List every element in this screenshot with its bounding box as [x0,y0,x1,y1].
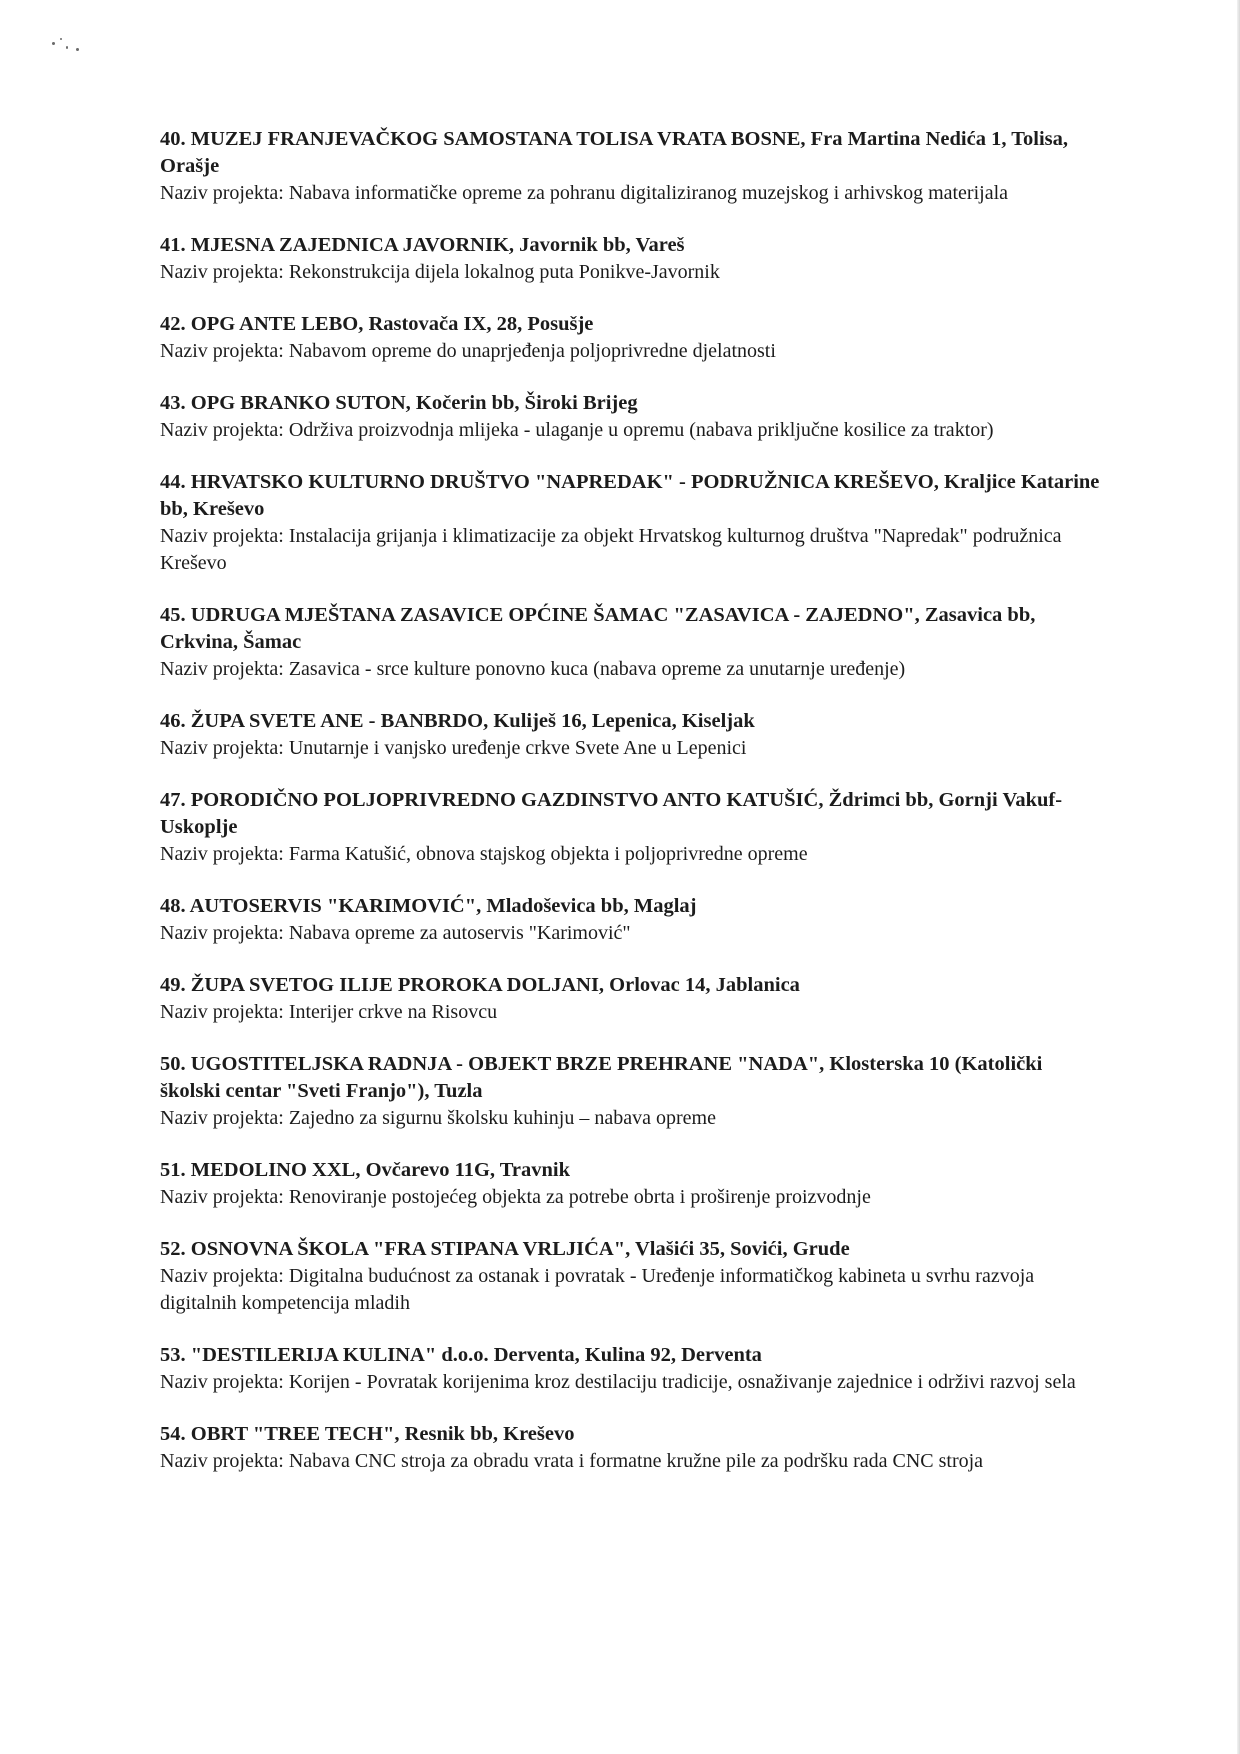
list-item [160,232,1100,286]
entry-title: 40. MUZEJ FRANJEVAČKOG SAMOSTANA TOLISA VRATA BOSNE, Fra Martina Nedića 1, Tolisa, Orašje [160,128,1069,177]
list-item [160,1342,1100,1396]
scan-speck [66,46,68,49]
entry-title: 47. PORODIČNO POLJOPRIVREDNO GAZDINSTVO ANTO KATUŠIĆ, Ždrimci bb, Gornji Vakuf-Uskoplje [160,789,1063,838]
beneficiary-list [160,126,1100,1500]
entry-title: 51. MEDOLINO XXL, Ovčarevo 11G, Travnik [160,1159,571,1181]
list-item [160,126,1100,207]
entry-title: 43. OPG BRANKO SUTON, Kočerin bb, Široki Brijeg [160,392,638,414]
entry-title: 48. AUTOSERVIS "KARIMOVIĆ", Mladoševica bb, Maglaj [160,895,697,917]
entry-project: Naziv projekta: Zasavica - srce kulture ponovno kuca (nabava opreme za unutarnje uređenje) [160,658,906,680]
scan-specks [52,36,92,56]
entry-project: Naziv projekta: Nabava informatičke opreme za pohranu digitaliziranog muzejskog i arhivskog materijala [160,182,1009,204]
list-item [160,972,1100,1026]
entry-project: Naziv projekta: Nabavom opreme do unaprjeđenja poljoprivredne djelatnosti [160,340,776,362]
entry-project: Naziv projekta: Korijen - Povratak korijenima kroz destilaciju tradicije, osnaživanje zajednice i održivi razvoj sela [160,1371,1076,1393]
list-item [160,390,1100,444]
entry-title: 45. UDRUGA MJEŠTANA ZASAVICE OPĆINE ŠAMAC "ZASAVICA - ZAJEDNO", Zasavica bb, Crkvina, Šamac [160,604,1036,653]
list-item [160,602,1100,683]
entry-project: Naziv projekta: Zajedno za sigurnu školsku kuhinju – nabava opreme [160,1107,716,1129]
entry-project: Naziv projekta: Renoviranje postojećeg objekta za potrebe obrta i proširenje proizvodnje [160,1186,871,1208]
list-item [160,893,1100,947]
entry-project: Naziv projekta: Nabava opreme za autoservis "Karimović" [160,922,631,944]
entry-project: Naziv projekta: Digitalna budućnost za ostanak i povratak - Uređenje informatičkog kabineta u svrhu razvoja digitalnih kompetencija mladih [160,1265,1035,1314]
list-item [160,1051,1100,1132]
list-item [160,1157,1100,1211]
entry-project: Naziv projekta: Nabava CNC stroja za obradu vrata i formatne kružne pile za podršku rada CNC stroja [160,1450,984,1472]
entry-project: Naziv projekta: Farma Katušić, obnova stajskog objekta i poljoprivredne opreme [160,843,808,865]
list-item [160,708,1100,762]
entry-title: 49. ŽUPA SVETOG ILIJE PROROKA DOLJANI, Orlovac 14, Jablanica [160,974,800,996]
entry-title: 46. ŽUPA SVETE ANE - BANBRDO, Kuliješ 16, Lepenica, Kiseljak [160,710,755,732]
list-item [160,469,1100,577]
list-item [160,787,1100,868]
entry-project: Naziv projekta: Održiva proizvodnja mlijeka - ulaganje u opremu (nabava priključne kosilice za traktor) [160,419,994,441]
list-item [160,1421,1100,1475]
list-item [160,1236,1100,1317]
scan-speck [76,48,79,51]
entry-project: Naziv projekta: Instalacija grijanja i klimatizacije za objekt Hrvatskog kulturnog društva "Napredak" podružnica Kreševo [160,525,1062,574]
list-item [160,311,1100,365]
entry-project: Naziv projekta: Interijer crkve na Risovcu [160,1001,498,1023]
entry-title: 41. MJESNA ZAJEDNICA JAVORNIK, Javornik bb, Vareš [160,234,685,256]
entry-title: 54. OBRT "TREE TECH", Resnik bb, Kreševo [160,1423,575,1445]
entry-title: 44. HRVATSKO KULTURNO DRUŠTVO "NAPREDAK" - PODRUŽNICA KREŠEVO, Kraljice Katarine bb, Kreševo [160,471,1100,520]
entry-title: 50. UGOSTITELJSKA RADNJA - OBJEKT BRZE PREHRANE "NADA", Klosterska 10 (Katolički školski centar "Sveti Franjo"), Tuzla [160,1053,1043,1102]
entry-project: Naziv projekta: Unutarnje i vanjsko uređenje crkve Svete Ane u Lepenici [160,737,747,759]
scan-speck [52,42,55,45]
entry-title: 53. "DESTILERIJA KULINA" d.o.o. Derventa, Kulina 92, Derventa [160,1344,762,1366]
scan-speck [60,38,62,40]
entry-title: 52. OSNOVNA ŠKOLA "FRA STIPANA VRLJIĆA", Vlašići 35, Sovići, Grude [160,1238,850,1260]
entry-project: Naziv projekta: Rekonstrukcija dijela lokalnog puta Ponikve-Javornik [160,261,720,283]
entry-title: 42. OPG ANTE LEBO, Rastovača IX, 28, Posušje [160,313,594,335]
